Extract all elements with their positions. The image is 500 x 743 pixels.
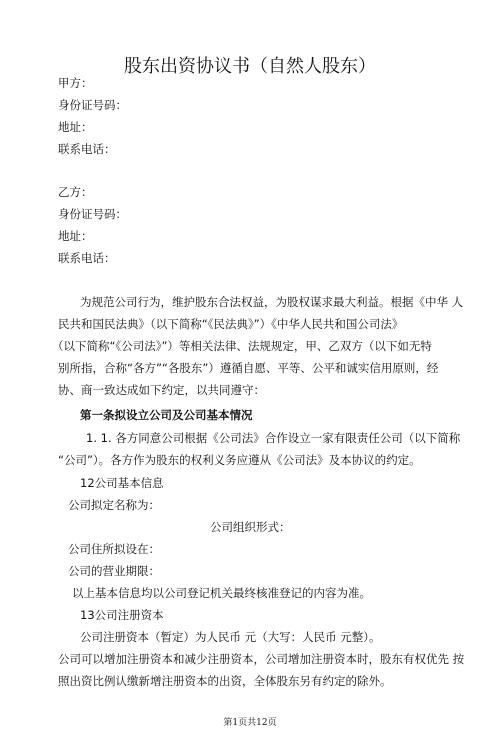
preamble-line: 协、商一致达成如下约定，以共同遵守：: [58, 383, 265, 397]
party-a-id-label: 身份证号码：: [58, 98, 127, 112]
preamble-line: 民共和国民法典》（以下简称“《民法典》”）《中华人民共和国公司法》: [58, 317, 404, 331]
party-a-address-label: 地址：: [58, 120, 93, 134]
party-b-name-label: 乙方：: [58, 185, 93, 199]
company-name-label: 公司拟定名称为：: [68, 498, 160, 512]
org-form-label: 公司组织形式：: [210, 520, 291, 534]
preamble-line: （以下简称“《公司法》”）等相关法律、法规规定，甲、乙双方（以下如无特: [52, 339, 432, 353]
registration-note: 以上基本信息均以公司登记机关最终核准登记的内容为准。: [72, 586, 371, 600]
clause-1-1-line: “公司”）。各方作为股东的权利义务应遵从《公司法》及本协议的约定。: [58, 453, 421, 467]
clause-1-1-line: 1. 1. 各方同意公司根据《公司法》合作设立一家有限责任公司（以下简称: [86, 431, 461, 445]
party-b-id-label: 身份证号码：: [58, 207, 127, 221]
capital-change-line: 照出资比例认缴新增注册资本的出资，全体股东另有约定的除外。: [58, 674, 392, 688]
clause-1-2-heading: 12公司基本信息: [80, 476, 164, 490]
party-b-address-label: 地址：: [58, 229, 93, 243]
preamble-line: 为规范公司行为，维护股东合法权益，为股权谋求最大利益。根据《中华 人: [80, 295, 464, 309]
company-address-label: 公司住所拟设在：: [68, 542, 160, 556]
capital-change-line: 公司可以增加注册资本和减少注册资本，公司增加注册资本时，股东有权优先 按: [58, 652, 465, 666]
party-a-name-label: 甲方：: [58, 76, 93, 90]
business-term-label: 公司的营业期限：: [68, 564, 160, 578]
clause-1-3-heading: 13公司注册资本: [80, 608, 164, 622]
registered-capital-line: 公司注册资本（暂定）为人民币 元（大写：人民币 元整）。: [80, 630, 381, 644]
page-number: 第1页共12页: [223, 718, 277, 728]
preamble-line: 别所指，合称“各方”“各股东”）遵循自愿、平等、公平和诚实信用原则，经: [58, 361, 439, 375]
article-1-heading: 第一条拟设立公司及公司基本情况: [80, 408, 253, 422]
party-b-phone-label: 联系电话：: [58, 251, 116, 265]
party-a-phone-label: 联系电话：: [58, 142, 116, 156]
document-title: 股东出资协议书（自然人股东）: [124, 56, 376, 77]
